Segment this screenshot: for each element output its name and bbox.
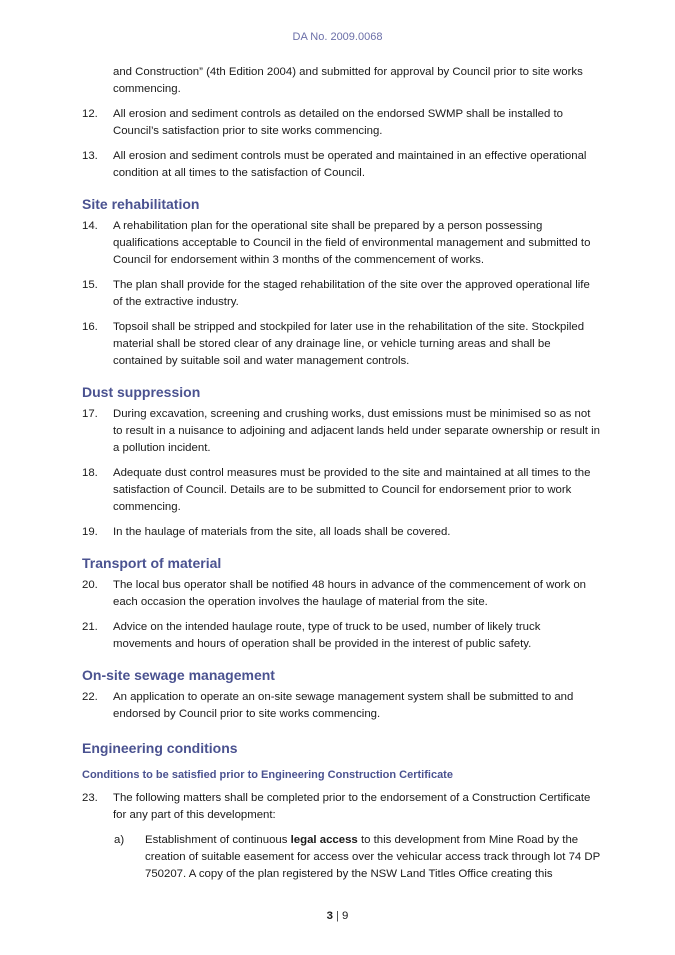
page-number: 3 [326, 910, 334, 922]
page-separator: | [336, 910, 339, 922]
condition-text: Advice on the intended haulage route, type of truck to be used, number of likely truck movements and hours of operation shall be provided in the interest of public safety. [113, 621, 541, 650]
condition-text: A rehabilitation plan for the operational site shall be prepared by a person possessing qualifications acceptable to Council in the field of environmental management and submitted to Council for endorsement within 3 months of the commencement of works. [113, 220, 591, 266]
condition-text: The following matters shall be completed prior to the endorsement of a Construction Certificate for any part of this development: [113, 792, 591, 821]
condition-number: 12. [82, 108, 98, 120]
condition-15 [82, 277, 602, 311]
condition-text: An application to operate an on-site sewage management system shall be submitted to and endorsed by Council prior to site works commencing. [113, 691, 574, 720]
condition-16 [82, 319, 602, 370]
sub-item-letter: a) [114, 834, 125, 846]
condition-13 [82, 148, 602, 182]
intro-continuation: and Construction” (4th Edition 2004) and submitted for approval by Council prior to site works commencing. [113, 66, 583, 95]
sub-item-text-before: Establishment of continuous [145, 834, 291, 846]
condition-text: In the haulage of materials from the site, all loads shall be covered. [113, 526, 451, 538]
condition-number: 15. [82, 279, 98, 291]
condition-21 [82, 619, 602, 653]
page-footer [0, 910, 675, 922]
condition-number: 22. [82, 691, 98, 703]
condition-14 [82, 218, 602, 269]
heading-site-rehabilitation: Site rehabilitation [82, 196, 200, 212]
condition-23-a [82, 832, 602, 883]
condition-number: 13. [82, 150, 98, 162]
condition-number: 21. [82, 621, 98, 633]
page-total: 9 [341, 910, 349, 922]
condition-number: 23. [82, 792, 98, 804]
condition-17 [82, 406, 602, 457]
heading-dust-suppression: Dust suppression [82, 384, 201, 400]
condition-text: The local bus operator shall be notified 48 hours in advance of the commencement of work on each occasion the operation involves the haulage of material from the site. [113, 579, 586, 608]
condition-text: All erosion and sediment controls must be operated and maintained in an effective operational condition at all times to the satisfaction of Council. [113, 150, 587, 179]
condition-19 [82, 524, 602, 541]
condition-number: 16. [82, 321, 98, 333]
condition-18 [82, 465, 602, 516]
heading-on-site-sewage-management: On-site sewage management [82, 667, 275, 683]
heading-transport-of-material: Transport of material [82, 555, 222, 571]
condition-20 [82, 577, 602, 611]
legal-access-emphasis: legal access [290, 834, 358, 846]
condition-number: 14. [82, 220, 98, 232]
condition-text: Topsoil shall be stripped and stockpiled for later use in the rehabilitation of the site. Stockpiled material shall be stored clear of any drainage line, or vehicle turning areas and shall be contained by suitable soil and water management controls. [113, 321, 585, 367]
condition-23 [82, 790, 602, 824]
condition-number: 18. [82, 467, 98, 479]
heading-engineering-conditions: Engineering conditions [82, 740, 238, 756]
condition-text: Adequate dust control measures must be provided to the site and maintained at all times to the satisfaction of Council. Details are to be submitted to Council for endorsement prior to work commencing. [113, 467, 591, 513]
condition-number: 20. [82, 579, 98, 591]
da-number-header: DA No. 2009.0068 [292, 31, 383, 43]
condition-number: 17. [82, 408, 98, 420]
condition-text: All erosion and sediment controls as detailed on the endorsed SWMP shall be installed to Council’s satisfaction prior to site works commencing. [113, 108, 563, 137]
document-body [82, 64, 602, 891]
condition-text: The plan shall provide for the staged rehabilitation of the site over the approved operational life of the extractive industry. [113, 279, 590, 308]
condition-text: During excavation, screening and crushing works, dust emissions must be minimised so as not to result in a nuisance to adjoining and adjacent lands held under separate ownership or result in a pollution incident. [113, 408, 600, 454]
sub-item-text-after: to this development from Mine Road by the creation of suitable easement for access over the vehicular access track through lot 74 DP 750207. A copy of the plan registered by the NSW Land Titles Office creating this [145, 834, 601, 880]
condition-12 [82, 106, 602, 140]
condition-22 [82, 689, 602, 723]
subheading-construction-certificate: Conditions to be satisfied prior to Engineering Construction Certificate [82, 769, 453, 781]
condition-number: 19. [82, 526, 98, 538]
